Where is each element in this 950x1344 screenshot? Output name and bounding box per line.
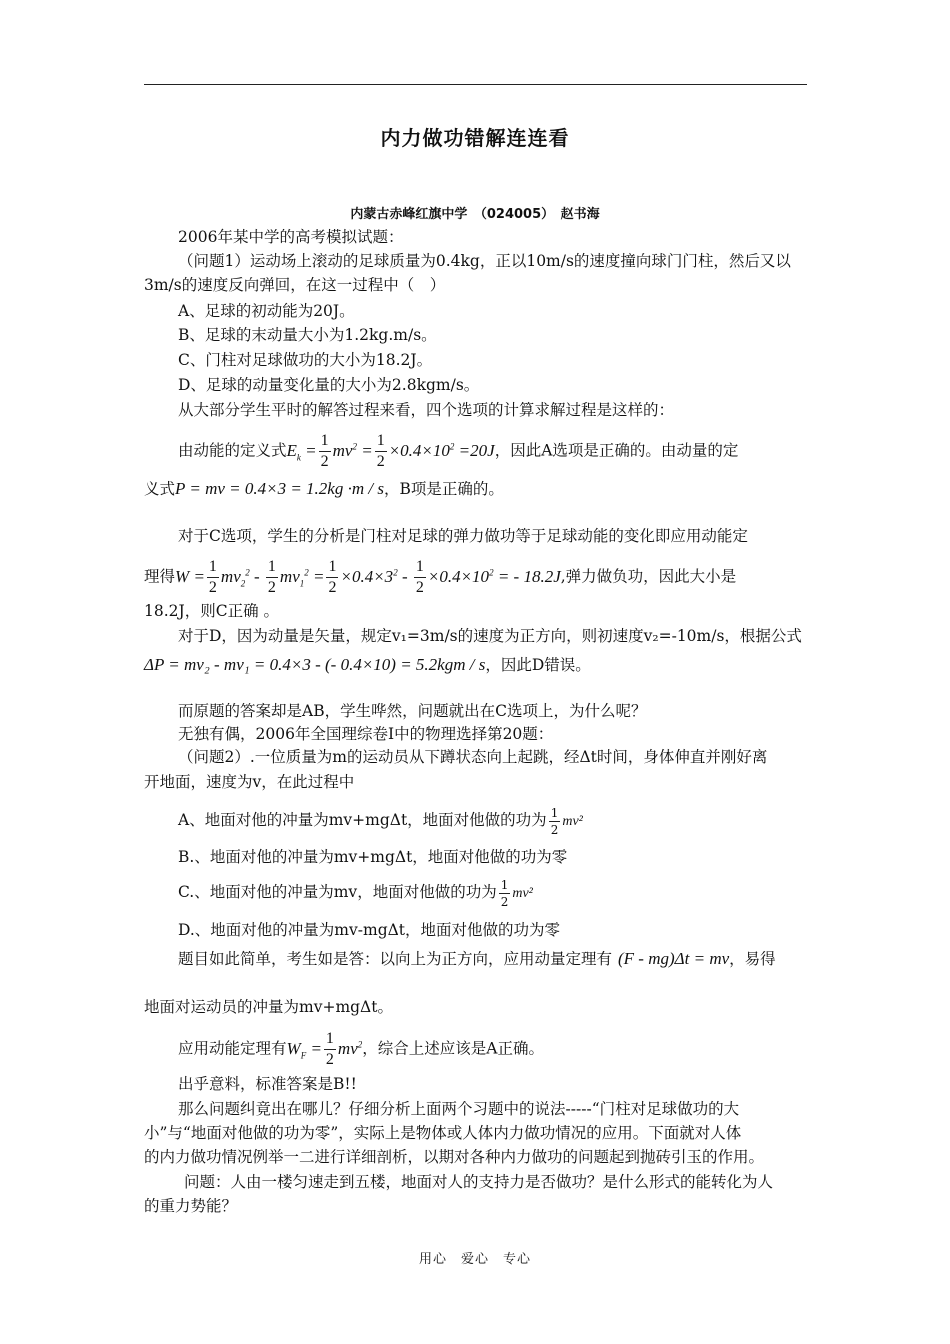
header-rule (144, 84, 807, 85)
paragraph: 地面对运动员的冲量为mv+mgΔt。 (144, 998, 393, 1016)
work-formula-line: 理得W = $\frac{1}{2}$ $mv_2^2$ - $\frac{1}{2}$ $mv_1^2$ = $\frac{1}{2}$ $\times 0.4\times 3^2$ - $\frac{1}{2}$ $\times 0.4\times 10^2$ = - 18.2J,弹力做负功，因此大小是 (144, 558, 737, 597)
q2-option-b: B.、地面对他的冲量为mv+mgΔt，地面对他做的功为零 (178, 848, 568, 866)
question-1-text: （问题1）运动场上滚动的足球质量为0.4kg，正以10m/s的速度撞向球门门柱，然后又以 (178, 252, 791, 270)
question-2-text-cont: 开地面，速度为v，在此过程中 (144, 773, 355, 791)
q2-option-a: A、地面对他的冲量为mv+mgΔt，地面对他做的功为 $\frac{1}{2}$ mv² (178, 805, 583, 837)
paragraph: 小”与“地面对他做的功为零”，实际上是物体或人体内力做功情况的应用。下面就对人体 (144, 1124, 742, 1142)
option-a: A、足球的初动能为20J。 (178, 302, 355, 320)
paragraph: 对于C选项，学生的分析是门柱对足球的弹力做功等于足球动能的变化即应用动能定 (178, 527, 748, 545)
option-b: B、足球的末动量大小为1.2kg.m/s。 (178, 326, 437, 344)
text: ，因此A选项是正确的。由动量的定 (494, 441, 739, 460)
page-footer: 用心 爱心 专心 (418, 1252, 531, 1267)
page-title: 内力做功错解连连看 (380, 126, 570, 150)
kinetic-theorem-formula: $W_F$ = $\frac{1}{2}$ $mv^2$ (286, 1030, 363, 1069)
option-c: C、门柱对足球做功的大小为18.2J。 (178, 351, 433, 369)
paragraph: 那么问题纠竟出在哪儿？仔细分析上面两个习题中的说法-----“门柱对足球做功的大 (178, 1100, 740, 1118)
paragraph: 从大部分学生平时的解答过程来看，四个选项的计算求解过程是这样的： (178, 401, 675, 419)
question-1-text-cont: 3m/s的速度反向弹回，在这一过程中（ ） (144, 276, 446, 294)
q2-option-d: D.、地面对他的冲量为mv-mgΔt，地面对他做的功为零 (178, 921, 561, 939)
paragraph: 18.2J，则C正确 。 (144, 602, 280, 620)
text: 由动能的定义式 (178, 441, 287, 460)
delta-p-formula: ΔP = mv₂ - mv₁ = 0.4×3 - (- 0.4×10) = 5.2kgm / s (144, 655, 486, 674)
author-line: 内蒙古赤峰红旗中学 （024005） 赵书海 (350, 207, 600, 222)
work-formula: W = $\frac{1}{2}$ $mv_2^2$ - $\frac{1}{2}$ $mv_1^2$ = $\frac{1}{2}$ $\times 0.4\times 3^2$ - $\frac{1}{2}$ $\times 0.4\times 10^2$ = - 18.2J (175, 558, 561, 597)
momentum-theorem-formula: (F - mg)Δt = mv (618, 949, 730, 968)
paragraph: 而原题的答案却是AB，学生哗然，问题就出在C选项上，为什么呢？ (178, 702, 647, 720)
momentum-formula-line: 义式P = mv = 0.4×3 = 1.2kg ·m / s，B项是正确的。 (144, 479, 504, 498)
option-d: D、足球的动量变化量的大小为2.8kgm/s。 (178, 376, 480, 394)
ek-formula-line (178, 426, 738, 477)
q2-option-c: C.、地面对他的冲量为mv，地面对他做的功为 $\frac{1}{2}$ mv² (178, 877, 533, 909)
delta-p-formula-line: ΔP = mv₂ - mv₁ = 0.4×3 - (- 0.4×10) = 5.2kgm / s，因此D错误。 (144, 655, 591, 674)
paragraph: 问题：人由一楼匀速走到五楼，地面对人的支持力是否做功？是什么形式的能转化为人 (184, 1173, 774, 1191)
kinetic-theorem-line: 应用动能定理有$W_F$ = $\frac{1}{2}$ $mv^2$，综合上述应该是A正确。 (178, 1030, 544, 1069)
paragraph: 出乎意料，标准答案是B!! (178, 1075, 357, 1093)
ek-formula: $E_k$ = $\frac{1}{2}$ $mv^2$ = $\frac{1}{2}$ $\times 0.4\times 10^2 =20J$ (286, 432, 495, 471)
momentum-theorem-line: 题目如此简单，考生如是答：以向上为正方向，应用动量定理有 (F - mg)Δt = mv，易得 (178, 949, 776, 968)
paragraph: 的内力做功情况例举一二进行详细剖析，以期对各种内力做功的问题起到抛砖引玉的作用。 (144, 1148, 765, 1166)
paragraph: 无独有偶，2006年全国理综卷I中的物理选择第20题： (178, 725, 554, 743)
paragraph: 2006年某中学的高考模拟试题： (178, 228, 404, 246)
momentum-formula: P = mv = 0.4×3 = 1.2kg ·m / s (175, 479, 384, 498)
paragraph: 对于D，因为动量是矢量，规定v₁=3m/s的速度为正方向，则初速度v₂=-10m/s，根据公式 (178, 627, 802, 645)
question-2-text: （问题2）.一位质量为m的运动员从下蹲状态向上起跳，经Δt时间，身体伸直并刚好离 (178, 748, 768, 766)
paragraph: 的重力势能？ (144, 1197, 238, 1215)
